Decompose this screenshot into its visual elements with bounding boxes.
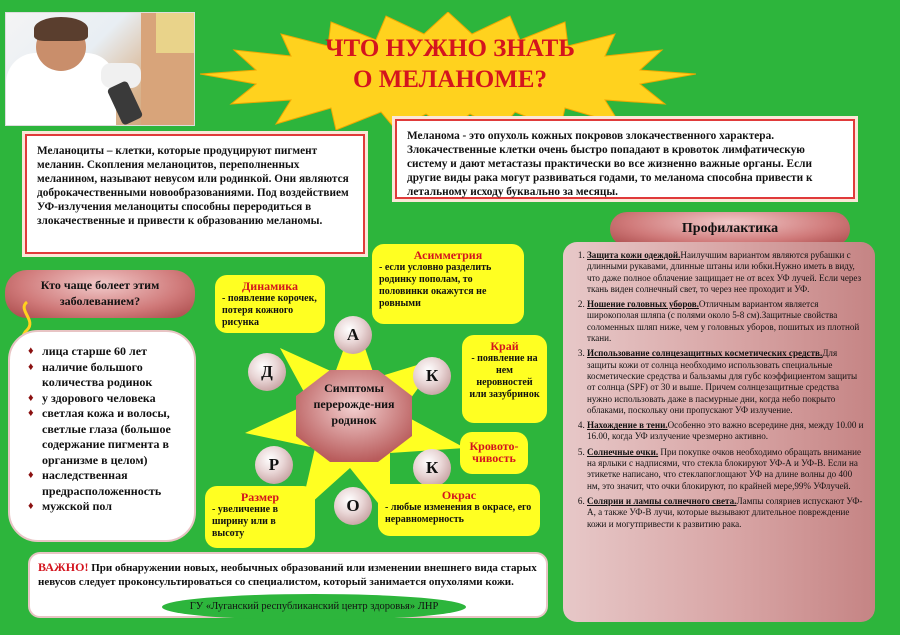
- callout-title: Край: [490, 339, 519, 353]
- melanocytes-info: Меланоциты – клетки, которые продуцируют пигмент меланин. Скопления меланоцитов, переполненных меланином, называют невусом или родинкой. Они являются доброкачественными новообразованиями. Под воздействием УФ-излучения меланоциты способны переродиться в злокачественные и привести к образованию меланомы.: [25, 134, 365, 254]
- callout-dinamika: [215, 275, 325, 333]
- callout-asimmetriya: [372, 244, 524, 324]
- letter-k1: К: [413, 357, 451, 395]
- list-item: ♦ наследственная предрасположенность: [28, 468, 188, 499]
- letter-k2: К: [413, 449, 451, 487]
- callout-title: Окрас: [441, 488, 477, 502]
- list-item: 3. Использование солнцезащитных косметических средств.Для защиты кожи от солнца необходимо использовать специальные косметические средства и бальзамы для губс коэффициентом защиты от солнца (SPF) от 30 и выше. Причем солнцезащитные средства нужно использовать даже в пасмурные дни, когда небо покрыто облаками, поскольку они пропускают УФ излучение.: [587, 348, 865, 416]
- page-title: ЧТО НУЖНО ЗНАТЬ О МЕЛАНОМЕ?: [325, 35, 575, 93]
- list-item: 2. Ношение головных уборов.Отличным вариантом является широкополая шляпа (с полями около 5-8 см).Защитные свойства соломенных шляп ниже, чем у головных уборов, пошитых из плотной ткани.: [587, 299, 865, 344]
- list-item: 1. Защита кожи одеждой.Наилучшим вариантом являются рубашки с длинными рукавами, длинные штаны или юбки.Нужно иметь в виду, что даже полное облачение защищает не от всех УФ лучей. Если через ткань виден солнечный свет, то через нее проходит и УФ.: [587, 250, 865, 295]
- callout-text: - появление корочек, потеря кожного рисунка: [222, 293, 317, 328]
- callout-title: Кровото-чивость: [469, 439, 519, 465]
- list-item: 4. Нахождение в тени.Особенно это важно всередине дня, между 10.00 и 16.00, когда УФ излучение чрезмерно активно.: [587, 420, 865, 443]
- letter-r: Р: [255, 446, 293, 484]
- list-item: ♦ мужской пол: [28, 499, 188, 515]
- callout-text: - если условно разделить родинку пополам, то половинки окажутся не ровными: [379, 262, 492, 309]
- list-item: ♦ у здорового человека: [28, 391, 188, 407]
- callout-okras: [378, 484, 540, 536]
- list-item: ♦ светлая кожа и волосы, светлые глаза (большое содержание пигмента в организме в целом): [28, 406, 188, 468]
- important-text: При обнаружении новых, необычных образований или изменении внешнего вида старых невусов следует проконсультироваться со специалистом, который занимается опухолями кожи.: [38, 562, 537, 588]
- letter-o: О: [334, 487, 372, 525]
- callout-text: - любые изменения в окрасе, его неравномерность: [385, 502, 532, 525]
- callout-title: Динамика: [242, 279, 298, 293]
- prophylaxis-title: Профилактика: [610, 212, 850, 246]
- letter-a: А: [334, 316, 372, 354]
- callout-razmer: [205, 486, 315, 548]
- list-item: 5. Солнечные очки. При покупке очков необходимо обращать внимание на ярлыки с надписями, что стекла блокируют УФ-А и УФ-В. Если на этикетке написано, что стеклапоглощают УФ на длине волны до 400 нм, это значит, что очки блокируют, по крайней мере,99% УФлучей.: [587, 447, 865, 492]
- callout-text: - появление на нем неровностей или зазубринок: [469, 353, 540, 400]
- callout-text: - увеличение в ширину или в высоту: [212, 504, 278, 539]
- callout-krovotochivost: [460, 432, 528, 474]
- footer-organization: ГУ «Луганский республиканский центр здоровья» ЛНР: [162, 594, 466, 620]
- melanoma-info: Меланома - это опухоль кожных покровов злокачественного характера. Злокачественные клетки очень быстро попадают в кровоток лимфатическую систему и дают метастазы практически во все жизненно важные органы. Если другие виды рака могут развиваться годами, то меланома способна привести к летальному исходу буквально за месяцы.: [395, 119, 855, 199]
- doctor-photo: [5, 12, 195, 126]
- center-label: Симптомы перерожде-ния родинок: [313, 381, 395, 427]
- callout-title: Асимметрия: [413, 248, 483, 262]
- callout-title: Размер: [240, 490, 280, 504]
- list-item: ♦ наличие большого количества родинок: [28, 360, 188, 391]
- prophylaxis-list: [563, 242, 875, 622]
- important-label: ВАЖНО!: [38, 560, 89, 574]
- list-item: 6. Солярии и лампы солнечного света.Лампы соляриев испускают УФ-А, а также УФ-В лучи, которые вызывают длительное повреждение кожи и могутпривести к развитию рака.: [587, 496, 865, 530]
- who-title: Кто чаще болеет этим заболеванием?: [5, 270, 195, 318]
- callout-kray: [462, 335, 547, 423]
- risk-factors-list: [8, 330, 196, 542]
- list-item: ♦ лица старше 60 лет: [28, 344, 188, 360]
- letter-d: Д: [248, 353, 286, 391]
